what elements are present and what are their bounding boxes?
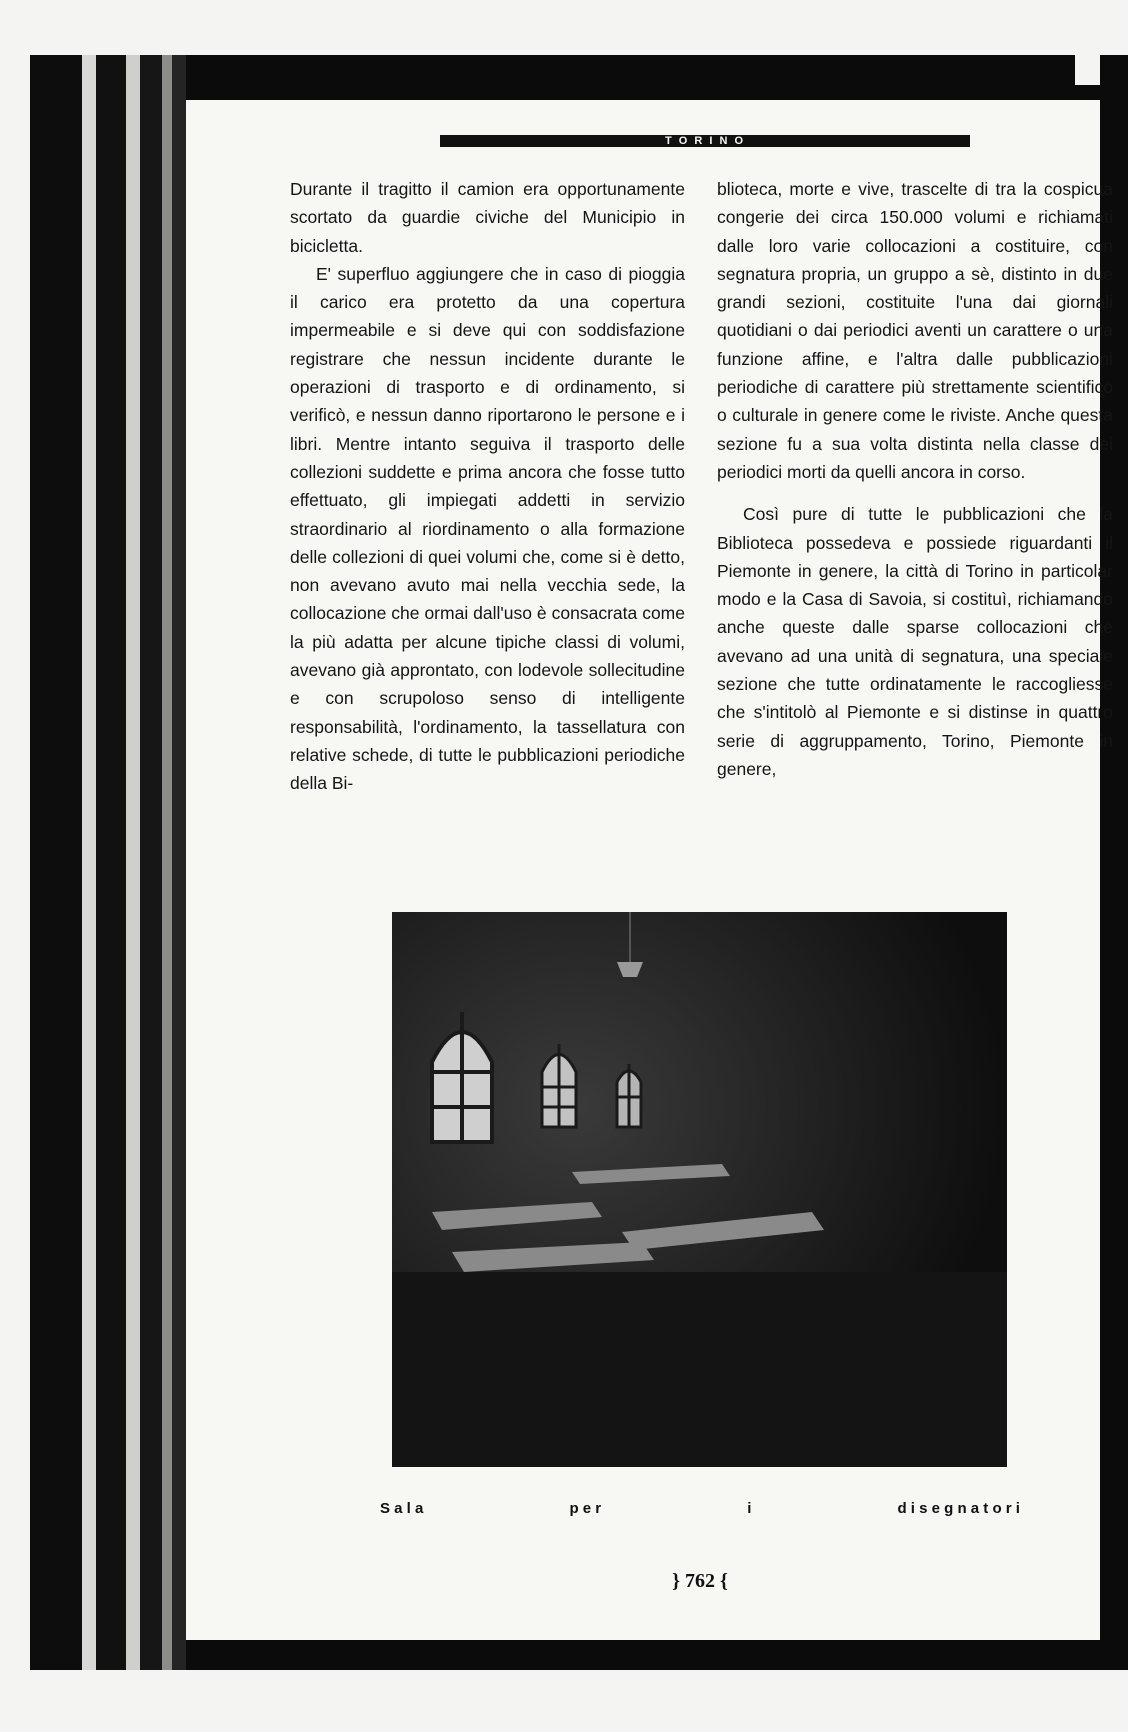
binding-strip bbox=[82, 55, 96, 1670]
photo-illustration bbox=[392, 912, 1007, 1467]
scan-border-top bbox=[30, 55, 1120, 100]
paragraph: Così pure di tutte le pubblicazioni che la Biblioteca possedeva e possiede riguardanti il Piemonte in genere, la città di Torino in particolar modo e la Casa di Savoia, si costituì, richiamando anche queste dalle sparse collocazioni che avevano ad una unità di segnatura, una speciale sezione che tutte ordinatamente le raccogliesse che s'intitolò al Piemonte e si distinse in quattro serie di aggruppamento, Torino, Piemonte in genere, bbox=[717, 504, 1113, 779]
caption-word: d i s e g n a t o r i bbox=[897, 1500, 1020, 1517]
binding-strip bbox=[30, 55, 82, 1670]
binding-strip bbox=[96, 55, 126, 1670]
article-right-column bbox=[717, 175, 1113, 783]
paragraph: E' superfluo aggiungere che in caso di pioggia il carico era protetto da una copertura impermeabile e si deve qui con soddisfazione registrare che nessun incidente durante le operazioni di trasporto e di ordinamento, si verificò, e nessun danno riportarono le persone e i libri. Mentre intanto seguiva il trasporto delle collezioni suddette e prima ancora che fosse tutto effettuato, gli impiegati addetti in servizio straordinario al riordinamento o alla formazione delle collezioni di quei volumi che, come si è detto, non avevano avuto mai nella vecchia sede, la collocazione che ormai dall'uso è consacrata come la più adatta per alcune tipiche classi di volumi, avevano già approntato, con lodevole sollecitudine e con scrupoloso senso di intelligente responsabilità, l'ordinamento, la tassellatura con relative schede, di tutte le pubblicazioni periodiche della Bi- bbox=[290, 263, 685, 794]
page-number: } 762 { bbox=[672, 1570, 728, 1592]
paragraph: blioteca, morte e vive, trascelte di tra la cospicua congerie dei circa 150.000 volumi e richiamati dalle loro varie collocazioni a costituire, con segnatura propria, un gruppo a sè, distinto in due grandi sezioni, costituite l'una dai giornali quotidiani o dai periodici aventi un carattere o una funzione affine, e l'altra dalle pubblicazioni periodiche di carattere più strettamente scientifico o culturale in genere come le riviste. Anche questa sezione fu a sua volta distinta nella classe dei periodici morti da quelli ancora in corso. bbox=[717, 179, 1113, 482]
paragraph: Durante il tragitto il camion era opportunamente scortato da guardie civiche del Municipio in bicicletta. bbox=[290, 179, 685, 256]
binding-strip bbox=[162, 55, 172, 1670]
binding-strip bbox=[172, 55, 186, 1670]
reading-room-photo bbox=[392, 912, 1007, 1467]
scan-border-bottom bbox=[55, 1640, 1120, 1670]
article-left-column bbox=[290, 175, 685, 798]
running-header bbox=[440, 135, 970, 147]
photo-caption bbox=[380, 1500, 1020, 1517]
binding-strip bbox=[126, 55, 140, 1670]
caption-word: i bbox=[747, 1500, 752, 1517]
binding-strip bbox=[140, 55, 162, 1670]
caption-word: S a l a bbox=[380, 1500, 424, 1517]
running-title: T O R I N O bbox=[664, 135, 746, 147]
caption-word: p e r bbox=[569, 1500, 602, 1517]
